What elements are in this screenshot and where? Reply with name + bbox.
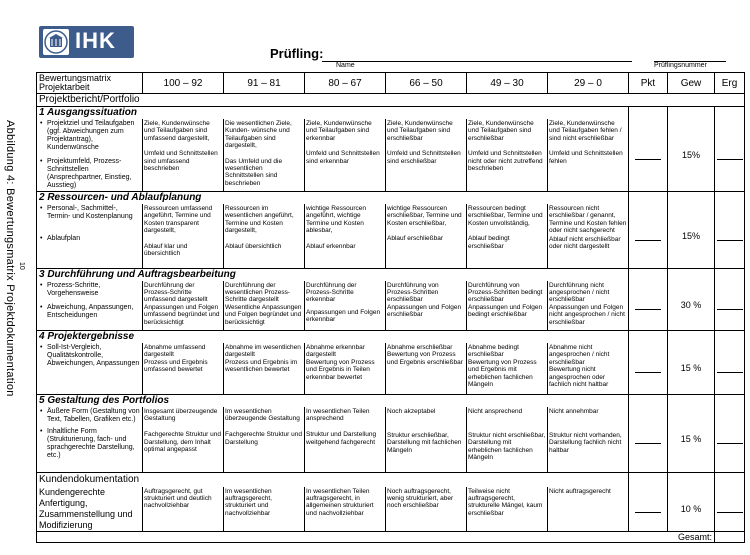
gew-value: 15% [668, 119, 715, 192]
rating-text: Ablauf nicht erschließbar oder nicht dargestellt [549, 235, 621, 251]
pkt-header: Pkt [629, 73, 668, 94]
criteria-cell [37, 281, 143, 331]
rating-text: Ablauf übersichtlich [225, 242, 282, 250]
rating-text: Ablauf klar und übersichtlich [144, 242, 188, 258]
rating-text: Nicht annehmbar [549, 407, 599, 415]
range-header: 29 – 0 [548, 73, 629, 94]
rating-cell [467, 281, 548, 331]
rating-text: Ziele, Kundenwünsche und Teilaufgaben sind umfassend dargestellt, [144, 120, 210, 142]
rating-cell [224, 119, 305, 192]
gew-spacer [668, 107, 715, 120]
gew-value: 15 % [668, 343, 715, 394]
pkt-field[interactable] [629, 343, 668, 394]
name-line [322, 61, 632, 62]
section-title: 1 Ausgangssituation [37, 107, 629, 120]
section-title: 3 Durchführung und Auftragsbearbeitung [37, 268, 629, 281]
pkt-spacer [629, 473, 668, 487]
rating-cell [467, 204, 548, 268]
range-header: 66 – 50 [386, 73, 467, 94]
pkt-field[interactable] [629, 119, 668, 192]
rating-text: Abnahme umfassend dargestellt [144, 344, 206, 359]
rating-cell [548, 204, 629, 268]
rating-cell [548, 407, 629, 473]
rating-cell [467, 119, 548, 192]
rating-text: Ablauf erschließbar [387, 235, 443, 243]
rating-text: Ziele, Kundenwünsche und Teilaufgaben sind erschließbar [387, 120, 453, 142]
gew-header: Gew [668, 73, 715, 94]
criteria-cell [37, 343, 143, 394]
erg-field[interactable] [715, 281, 745, 331]
rating-text: wichtige Ressourcen angeführt, wichtige Termine und Kosten ablesbar, [306, 205, 366, 235]
erg-field[interactable] [715, 204, 745, 268]
rating-text: Struktur nicht erschließbar, Darstellung mit erheblichen fachlichen Mängeln [468, 431, 546, 462]
rating-text: Abnahme erschließbar [387, 344, 453, 351]
rating-text: Abnahme nicht angesprochen / nicht erschließbar [549, 344, 610, 366]
rating-cell [224, 407, 305, 473]
rating-text: Abnahme bedingt erschließbar [468, 344, 519, 359]
rating-text: Nicht ansprechend [468, 407, 523, 415]
rating-text: Ressourcen nicht erschließbar / genannt, Termine und Kosten fehlen oder nicht sachgerecht [549, 205, 627, 235]
erg-spacer [715, 394, 745, 407]
gew-value: 15% [668, 204, 715, 268]
rating-text: Ablauf bedingt erschließbar [468, 235, 510, 250]
rating-text: Durchführung von Prozess-Schritten erschließbar [387, 281, 439, 304]
rating-cell [467, 343, 548, 394]
rating-text: Bewertung von Prozess und Ergebnis in Teilen erkennbar bewertet [306, 358, 375, 381]
criterion: • Prozess-Schritte, Vorgehensweise [47, 282, 140, 298]
rating-text: Umfeld und Schnittstellen sind erschließbar [387, 150, 461, 165]
criterion: • Projektumfeld, Prozess-Schnittstellen (Ansprechpartner, Einstieg, Ausstieg) [47, 158, 140, 190]
rating-text: Durchführung der Prozess-Schritte umfassend dargestellt [144, 281, 208, 304]
erg-field[interactable] [715, 343, 745, 394]
pkt-field[interactable] [629, 204, 668, 268]
rating-cell [305, 343, 386, 394]
criterion: • Personal-, Sachmittel-, Termin- und Kostenplanung [47, 205, 140, 221]
rating-cell [143, 204, 224, 268]
pkt-field[interactable] [629, 487, 668, 532]
rating-cell [224, 204, 305, 268]
erg-spacer [715, 473, 745, 487]
rating-text: Ressourcen umfassend angeführt, Termine und Kosten transparent dargestellt, [144, 205, 213, 235]
gew-value: 15 % [668, 407, 715, 473]
criteria-cell [37, 119, 143, 192]
rating-cell [386, 281, 467, 331]
rating-cell [386, 204, 467, 268]
rating-text: Umfeld und Schnittstellen nicht oder nicht zutreffend beschrieben [468, 150, 543, 173]
rating-cell [143, 407, 224, 473]
rating-text: Anpassungen und Folgen umfassend begründet und berücksichtigt [144, 303, 220, 326]
erg-spacer [715, 192, 745, 205]
rating-text: Anpassungen und Folgen nicht angesprochen / nicht erschließbar [549, 303, 625, 326]
bewertungsmatrix-table [36, 72, 745, 543]
range-header: 80 – 67 [305, 73, 386, 94]
rating-text: Struktur nicht vorhanden, Darstellung fachlich nicht haltbar [549, 431, 622, 454]
rating-cell [143, 281, 224, 331]
pkt-spacer [629, 394, 668, 407]
rating-text: Anpassungen und Folgen erschließbar [387, 303, 462, 319]
header-row [37, 73, 745, 94]
name-label: Name [336, 62, 355, 69]
side-caption [4, 120, 30, 420]
criterion: • Inhaltliche Form (Strukturierung, fach- und sprachgerechte Darstellung, etc.) [47, 428, 140, 460]
rating-cell [224, 343, 305, 394]
rating-text: Umfeld und Schnittstellen sind erkennbar [306, 150, 380, 165]
emblem-icon [43, 29, 69, 55]
pkt-field[interactable] [629, 281, 668, 331]
erg-spacer [715, 107, 745, 120]
criterion: • Abweichung, Anpassungen, Entscheidungen [47, 304, 140, 320]
rating-text: Prozess und Ergebnis im wesentlichen bewertet [225, 358, 298, 374]
pruefling-label: Prüfling: [270, 46, 324, 61]
rating-text: Durchführung der wesentlichen Prozess-Schritte dargestellt [225, 281, 291, 304]
rating-cell [386, 407, 467, 473]
range-header: 49 – 30 [467, 73, 548, 94]
criteria-cell [37, 407, 143, 473]
rating-text: Anpassungen und Folgen erkennbar [306, 308, 381, 324]
erg-field[interactable] [715, 119, 745, 192]
rating-text: Im wesentlichen überzeugende Gestaltung [225, 407, 300, 422]
gew-spacer [668, 268, 715, 281]
criterion: • Soll-Ist-Vergleich, Qualitätskontrolle, Abweichungen, Anpassungen [47, 344, 140, 368]
gew-value: 10 % [668, 487, 715, 532]
rating-cell [305, 119, 386, 192]
rating-text: Durchführung der Prozess-Schritte erkennbar [306, 281, 357, 304]
section-title: Kundendokumentation [37, 473, 629, 487]
pkt-spacer [629, 331, 668, 344]
page-number: 10 [18, 262, 25, 270]
rating-cell [386, 343, 467, 394]
rating-cell: Im wesentlichen auftragsgerecht, strukturiert und nachvollziehbar [224, 487, 305, 532]
rating-cell: Noch auftragsgerecht, wenig strukturiert, aber noch erschließbar [386, 487, 467, 532]
rating-cell [143, 343, 224, 394]
matrix-header: Bewertungsmatrix Projektarbeit [37, 73, 143, 94]
rating-cell: In wesentlichen Teilen auftragsgerecht, in allgemeinen strukturiert und nachvollziehbar [305, 487, 386, 532]
criterion: • Äußere Form (Gestaltung von Text, Tabellen, Grafiken etc.) [47, 408, 140, 424]
pkt-spacer [629, 268, 668, 281]
logo-text: IHK [75, 28, 116, 53]
rating-text: Ziele, Kundenwünsche und Teilaufgaben sind erschließbar [468, 120, 534, 142]
rating-text: Bewertung nicht angesprochen oder fachlich nicht haltbar [549, 366, 609, 389]
rating-text: Ressourcen bedingt erschließbar, Termine und Kosten unvollständig, [468, 205, 543, 227]
rating-text: Umfeld und Schnittstellen fehlen [549, 150, 623, 165]
rating-text: Durchführung nicht angesprochen / nicht erschließbar [549, 281, 610, 304]
criterion: • Projektziel und Teilaufgaben (ggf. Abweichungen zum Projektantrag), Kundenwünsche [47, 120, 140, 152]
erg-field[interactable] [715, 407, 745, 473]
rating-text: Abnahme im wesentlichen dargestellt [225, 344, 301, 359]
rating-cell [467, 407, 548, 473]
gew-spacer [668, 192, 715, 205]
erg-header: Erg [715, 73, 745, 94]
rating-text: Bewertung von Prozess und Ergebnis mit erheblichen fachlichen Mängeln [468, 358, 537, 389]
criteria-cell [37, 204, 143, 268]
rating-cell [305, 204, 386, 268]
rating-text: Noch akzeptabel [387, 407, 436, 415]
pkt-spacer [629, 107, 668, 120]
ihk-logo [39, 26, 134, 58]
rating-text: Ressourcen im wesentlichen angeführt, Termine und Kosten dargestellt, [225, 205, 294, 235]
rating-text: Anpassungen und Folgen bedingt erschließbar [468, 303, 543, 319]
rating-text: Insgesamt überzeugende Gestaltung [144, 407, 218, 422]
rating-text: Struktur erschließbar, Darstellung mit fachlichen Mängeln [387, 431, 462, 454]
rating-cell [548, 281, 629, 331]
erg-spacer [715, 268, 745, 281]
rating-text: Bewertung von Prozess und Ergebnis erschließbar [387, 351, 463, 366]
rating-cell [386, 119, 467, 192]
erg-field[interactable] [715, 487, 745, 532]
gew-spacer [668, 473, 715, 487]
rating-text: Struktur und Darstellung weitgehend fachgerecht [306, 431, 377, 446]
rating-text: Fachgerechte Struktur und Darstellung [225, 431, 302, 446]
rating-text: Wesentliche Anpassungen und Folgen begründet und berücksichtigt [225, 303, 302, 326]
rating-text: Fachgerechte Struktur und Darstellung, dem Inhalt optimal angepasst [144, 431, 221, 454]
rating-cell: Auftragsgerecht, gut strukturiert und deutlich nachvollziehbar [143, 487, 224, 532]
rating-text: Ablauf erkennbar [306, 242, 356, 250]
gesamt-label: Gesamt: [37, 531, 715, 542]
rating-text: Abnahme erkennbar dargestellt [306, 344, 365, 359]
rating-cell [305, 407, 386, 473]
criterion: • Ablaufplan [47, 235, 140, 243]
rating-cell [143, 119, 224, 192]
pruefling-nr-label: Prüflingsnummer [654, 62, 707, 69]
section-title: 5 Gestaltung des Portfolios [37, 394, 629, 407]
rating-text: In wesentlichen Teilen ansprechend [306, 407, 370, 422]
gew-spacer [668, 331, 715, 344]
section-title: 2 Ressourcen- und Ablaufplanung [37, 192, 629, 205]
rating-text: Ziele, Kundenwünsche und Teilaufgaben sind erkennbar [306, 120, 372, 142]
rating-cell: Teilweise nicht auftragsgerecht, strukturelle Mängel, kaum erschließbar [467, 487, 548, 532]
rating-cell [548, 119, 629, 192]
section-title: 4 Projektergebnisse [37, 331, 629, 344]
range-header: 100 – 92 [143, 73, 224, 94]
rating-text: wichtige Ressourcen erschließbar, Termine und Kosten erschließbar, [387, 205, 462, 227]
gew-spacer [668, 394, 715, 407]
range-header: 91 – 81 [224, 73, 305, 94]
rating-text: Prozess und Ergebnis umfassend bewertet [144, 358, 208, 374]
gesamt-field[interactable] [715, 531, 745, 542]
gew-value: 30 % [668, 281, 715, 331]
rating-text: Das Umfeld und die wesentlichen Schnittstellen sind beschrieben [225, 157, 283, 187]
kundendoku-criterion: Kundengerechte Anfertigung, Zusammenstellung und Modifizierung [37, 487, 143, 532]
rating-cell: Nicht auftragsgerecht [548, 487, 629, 532]
rating-text: Umfeld und Schnittstellen sind umfassend beschrieben [144, 150, 218, 173]
rating-cell [548, 343, 629, 394]
part-title: Projektbericht/Portfolio [37, 94, 745, 107]
erg-spacer [715, 331, 745, 344]
rating-text: Die wesentlichen Ziele, Kunden- wünsche und Teilaufgaben sind dargestellt, [225, 120, 292, 150]
rating-text: Durchführung von Prozess-Schritten bedingt erschließbar [468, 281, 543, 304]
pkt-field[interactable] [629, 407, 668, 473]
pkt-spacer [629, 192, 668, 205]
figure-caption: Abbildung 4: Bewertungsmatrix Projektdokumentation [4, 120, 16, 397]
rating-text: Ziele, Kundenwünsche und Teilaufgaben fehlen / sind nicht erschließbar [549, 120, 622, 142]
rating-cell [224, 281, 305, 331]
rating-cell [305, 281, 386, 331]
